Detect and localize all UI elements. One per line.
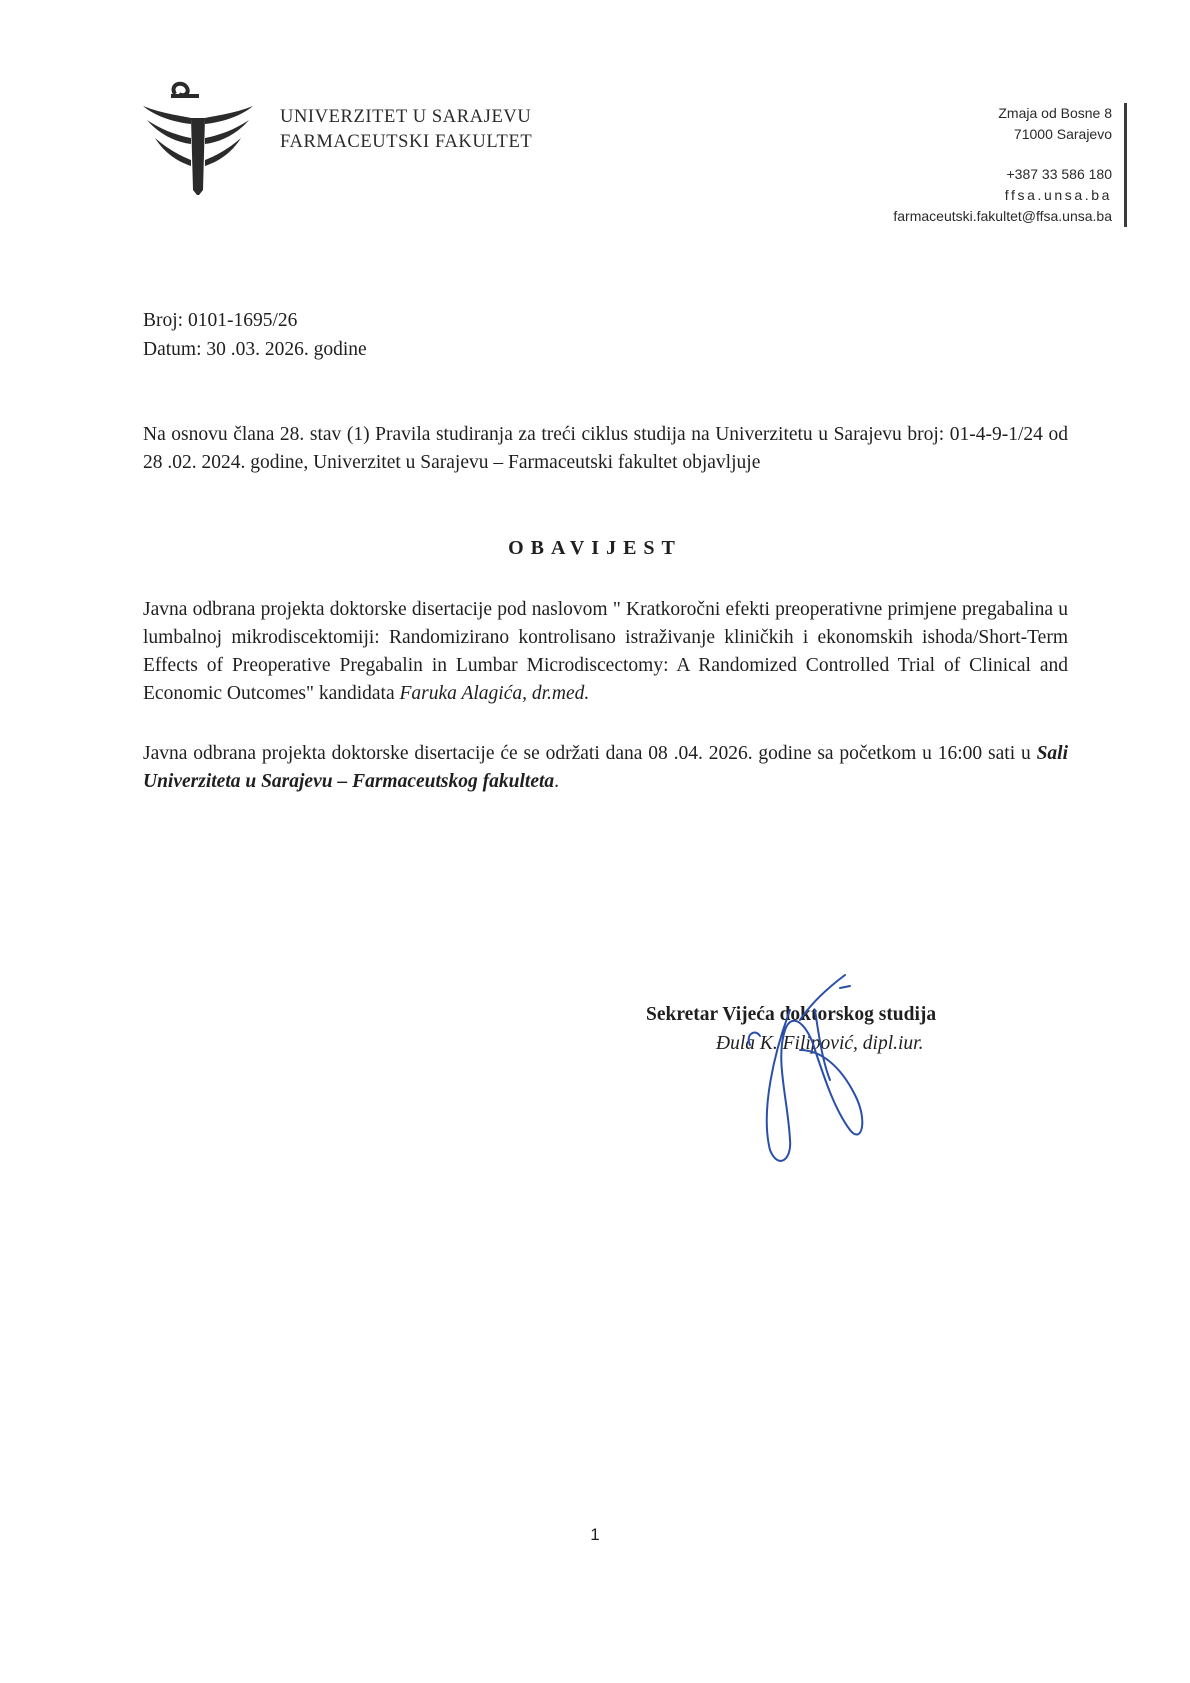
phone-number: +387 33 586 180 — [1006, 166, 1112, 182]
announcement-text: Javna odbrana projekta doktorske disertacije pod naslovom " Kratkoročni efekti preoperativne primjene pregabalina u lumbalnoj mikrodiscektomiji: Randomizirano kontrolisano istraživanje kliničkih i ekonomskih ishoda/Short-Term Effects of Preoperative Pregabalin in Lumbar Microdiscectomy: A Randomized Controlled Trial of Clinical and Economic Outcomes" kandidata — [143, 599, 1068, 704]
email-address: farmaceutski.fakultet@ffsa.unsa.ba — [893, 208, 1112, 224]
page-number: 1 — [590, 1525, 600, 1544]
defense-venue: Sali Univerziteta u Sarajevu – Farmaceutskog fakulteta — [143, 743, 1068, 792]
institution-name — [280, 105, 532, 155]
address-street: Zmaja od Bosne 8 — [998, 105, 1112, 121]
handwritten-signature-icon — [730, 970, 920, 1170]
defense-details-paragraph — [143, 740, 1068, 796]
faculty-name: FARMACEUTSKI FAKULTET — [280, 132, 533, 152]
document-date: Datum: 30 .03. 2026. godine — [143, 339, 367, 360]
intro-paragraph: Na osnovu člana 28. stav (1) Pravila studiranja za treći ciklus studija na Univerzitetu u Sarajevu broj: 01-4-9-1/24 od 28 .02. 2024. godine, Univerzitet u Sarajevu – Farmaceutski fakultet objavljuje — [143, 424, 1068, 473]
signatory-name: Đula K. Filipović, dipl.iur. — [716, 1033, 924, 1054]
candidate-name: Faruka Alagića, dr.med. — [399, 683, 590, 704]
signatory-title: Sekretar Vijeća doktorskog studija — [646, 1004, 937, 1025]
document-meta — [143, 306, 367, 364]
address-city: 71000 Sarajevo — [1013, 126, 1112, 142]
website: ffsa.unsa.ba — [1004, 187, 1112, 203]
announcement-paragraph — [143, 596, 1068, 708]
document-number: Broj: 0101-1695/26 — [143, 310, 298, 331]
faculty-logo-icon — [143, 80, 253, 195]
paragraph-end: . — [554, 771, 560, 792]
university-name: UNIVERZITET U SARAJEVU — [280, 107, 532, 127]
document-heading: OBAVIJEST — [508, 537, 682, 559]
defense-details-text: Javna odbrana projekta doktorske disertacije će se održati dana 08 .04. 2026. godine sa početkom u 16:00 sati u — [143, 743, 1037, 764]
contact-block — [812, 103, 1127, 227]
